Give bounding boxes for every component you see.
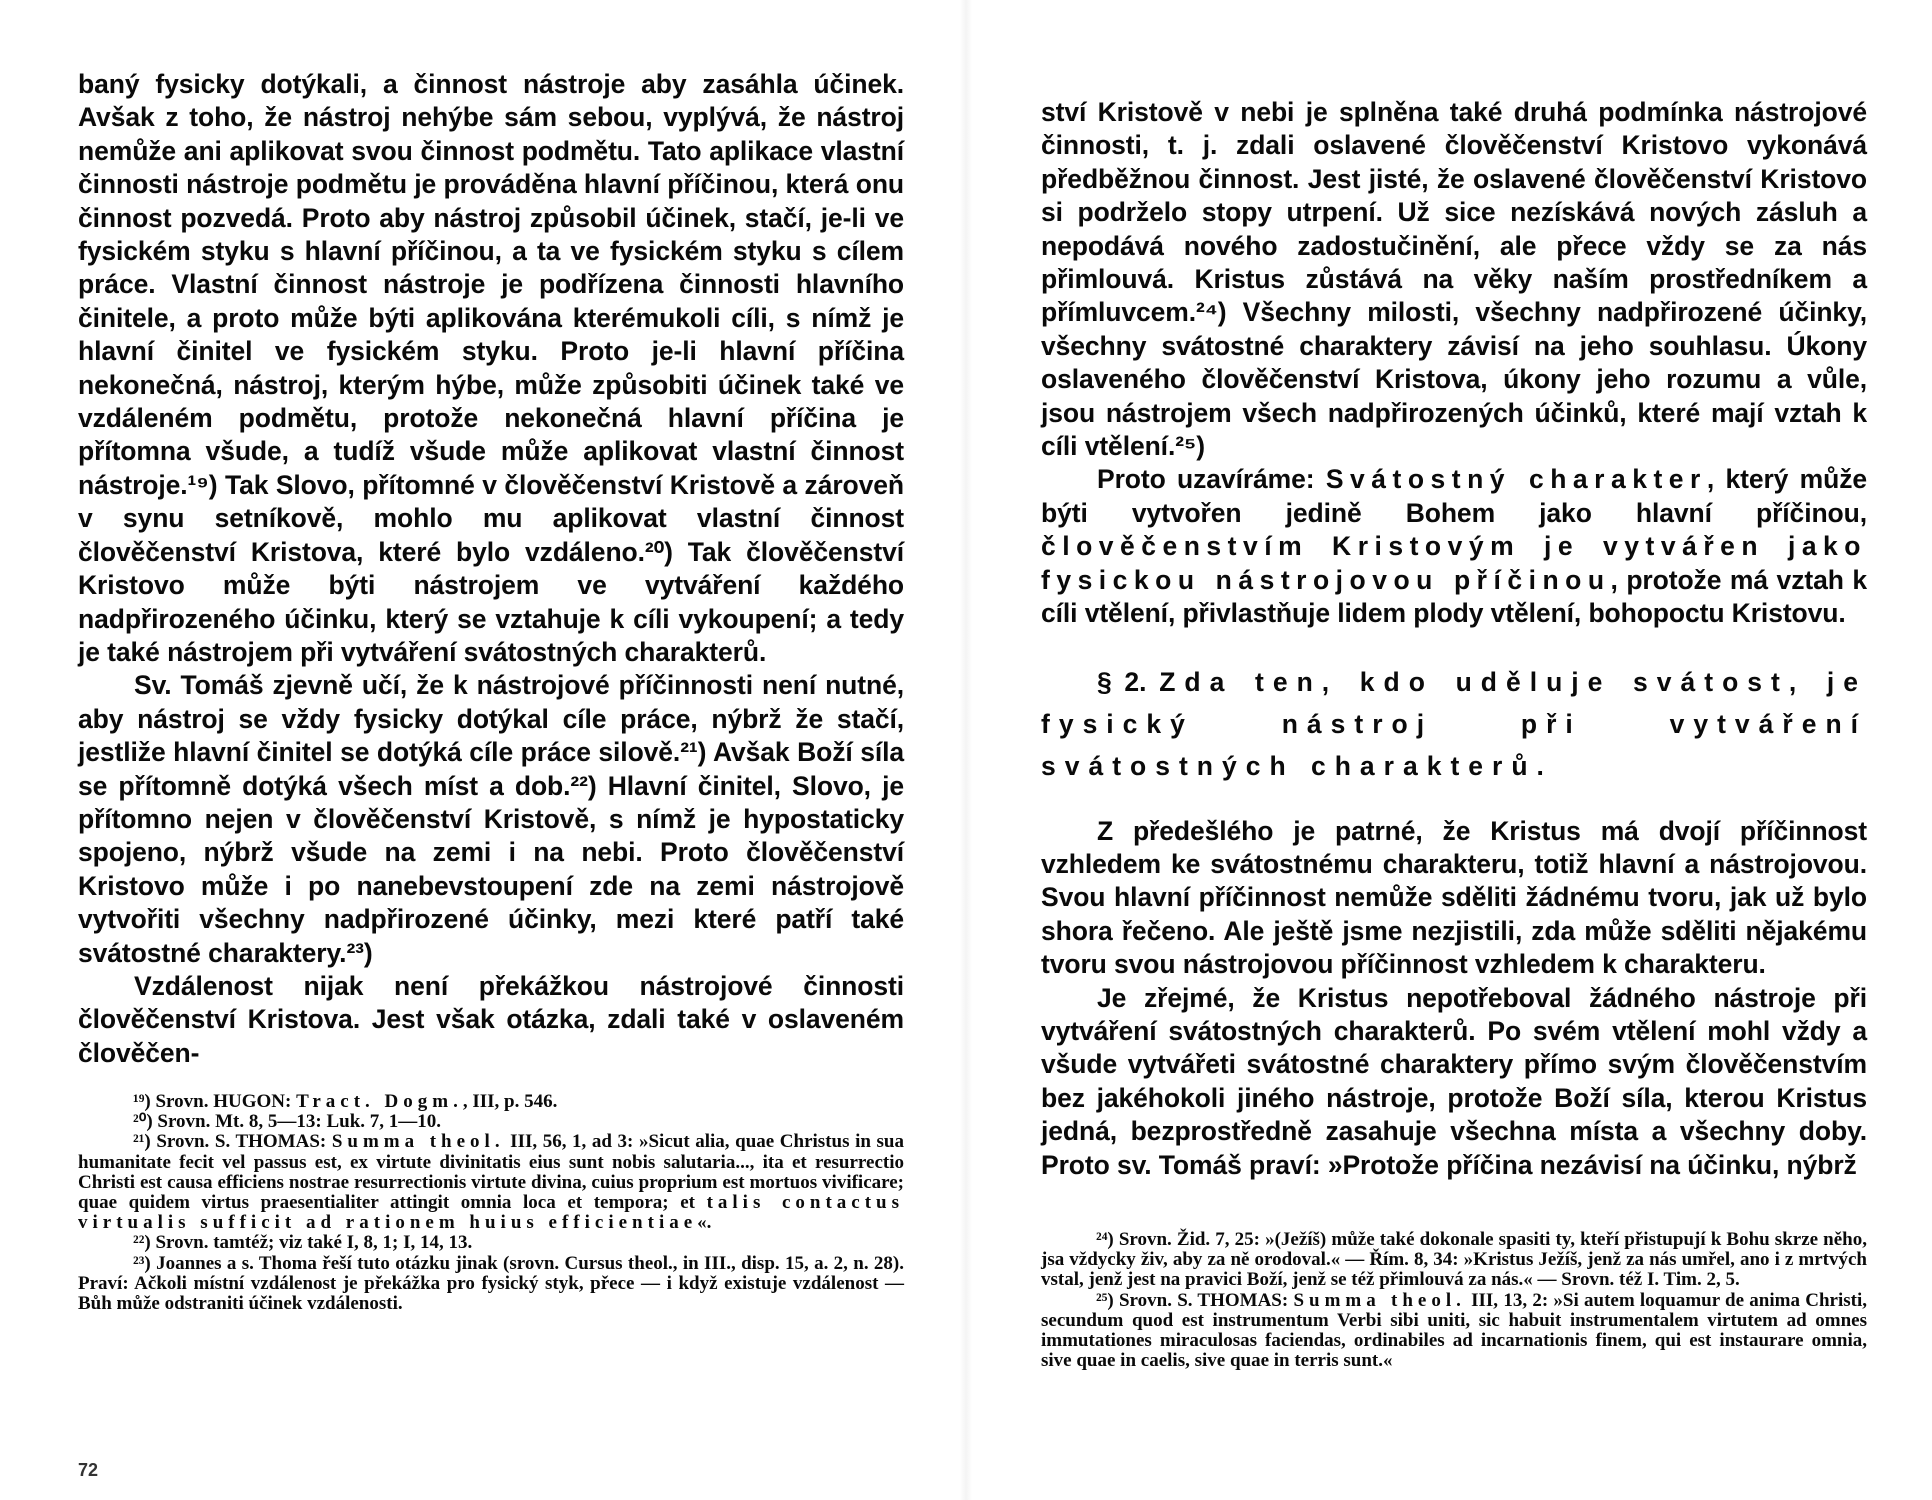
section-heading: § 2. Zda ten, kdo uděluje svátost, je fysický nástroj při vytváření svátostných charakterů. [1041,666,1867,781]
footnote-24: ²⁴) Srovn. Žid. 7, 25: »(Ježíš) může také dokonale spasiti ty, kteří přistupují k Bohu skrze něho, jsa vždycky živ, aby za ně orodoval.« — Řím. 8, 34: »Kristus Ježíš, jenž za nás umřel, ano i z mrtvých vstal, jenž jest na pravici Boží, jenž se též přimlouvá za nás.« — Srovn. též I. Tim. 2, 5. [1041,1229,1867,1291]
paragraph: Vzdálenost nijak není překážkou nástrojové činnosti člověčenství Kristova. Jest však otázka, zdali také v oslaveném člověčen- [78,970,904,1068]
paragraph: Sv. Tomáš zjevně učí, že k nástrojové příčinnosti není nutné, aby nástroj se vždy fysicky dotýkal cíle práce, nýbrž že stačí, jestliže hlavní činitel se dotýká cíle práce silově.²¹) Avšak Boží síla se přítomně dotýká všech míst a dob.²²) Hlavní činitel, Slovo, je přítomno nejen v člověčenství Kristově, s nímž je hypostaticky spojeno, nýbrž všude na zemi i na nebi. Proto člověčenství Kristovo může i po nanebevstoupení zde na zemi nástrojově vytvořiti všechny nadpřirozené účinky, mezi které patří také svátostné charaktery.²³) [78,670,904,968]
footnote-25: ²⁵) Srovn. S. THOMAS: Summa theol. III, 13, 2: »Si autem loquamur de anima Christi, secundum quod est instrumentum Verbi sibi uniti, sic habuit instrumentalem virtutem ad omnes immutationes miraculosas faciendas, ordinabiles ad incarnationis finem, qui est instaurare omnia, sive quae in caelis, sive quae in terris sunt.« [1041,1289,1867,1372]
left-footnotes [78,1092,904,1314]
left-body-text [78,68,904,1070]
paragraph: Z předešlého je patrné, že Kristus má dvojí příčinnost vzhledem ke svátostnému charakteru, totiž hlavní a nástrojovou. Svou hlavní příčinnost nemůže sděliti žádnému tvoru, jak už bylo shora řečeno. Ale ještě jsme nezjistili, zda může sděliti nějakému tvoru svou nástrojovou příčinnost vzhledem k charakteru. [1041,815,1867,980]
right-body-text [1041,96,1867,1182]
right-footnotes [1041,1230,1867,1371]
footnote-19: ¹⁹) Srovn. HUGON: Tract. Dogm., III, p. 546. [133,1091,558,1112]
paragraph: ství Kristově v nebi je splněna také druhá podmínka nástrojové činnosti, t. j. zdali oslavené člověčenství Kristovo vykonává předběžnou činnost. Jest jisté, že oslavené člověčenství Kristovo si podrželo stopy utrpení. Už sice nezískává nových zásluh a nepodává nového zadostučinění, ale přece vždy se za nás přimlouvá. Kristus zůstává na věky naším prostředníkem a přímluvcem.²⁴) Všechny milosti, všechny nadpřirozené účinky, všechny svátostné charaktery závisí na jeho souhlasu. Úkony oslaveného člověčenství Kristova, úkony jeho rozumu a vůle, jsou nástrojem všech nadpřirozených účinků, které mají vztah k cíli vtělení.²⁵) [1041,97,1867,462]
conclusion-paragraph: Proto uzavíráme: Svátostný charakter, který může býti vytvořen jedině Bohem jako hlavní příčinou, člověčenstvím Kristovým je vytvářen jako fysickou nástrojovou příčinou, protože má vztah k cíli vtělení, přivlastňuje lidem plody vtělení, bohopoctu Kristovu. [1041,464,1868,629]
footnote-21: ²¹) Srovn. S. THOMAS: Summa theol. III, 56, 1, ad 3: »Sicut alia, quae Christus in sua humanitate fecit vel passus est, ex virtute divinitatis eius sunt nobis salutaria..., ita et resurrectio Christi est causa efficiens nostrae resurrectionis virtute divina, cuius proprium est mortuos vivificare; quae quidem virtus praesentialiter attingit omnia loca et tempora; et talis contactus virtualis sufficit ad rationem huius efficientiae«. [78,1131,905,1234]
footnote-23: ²³) Joannes a s. Thoma řeší tuto otázku jinak (srovn. Cursus theol., in III., disp. 15, a. 2, n. 28). Praví: Ačkoli místní vzdálenost je překážka pro fysický styk, přece — i když existuje vzdálenost — Bůh může odstraniti účinek vzdálenosti. [78,1252,904,1315]
page-number: 72 [78,1460,99,1480]
paragraph: Je zřejmé, že Kristus nepotřeboval žádného nástroje při vytváření svátostných charakterů. Po svém vtělení mohl vždy a všude vytvářeti svátostné charaktery přímo svým člověčenstvím bez jakéhokoli jiného nástroje, protože Boží síla, kterou Kristus jedná, bezprostředně zasahuje všechna místa a všechny doby. Proto sv. Tomáš praví: »Protože příčina nezávisí na účinku, nýbrž [1041,982,1867,1180]
paragraph: baný fysicky dotýkali, a činnost nástroje aby zasáhla účinek. Avšak z toho, že nástroj nehýbe sám sebou, vyplývá, že nástroj nemůže ani aplikovat svou činnost podmětu. Tato aplikace vlastní činnosti nástroje podmětu je prováděna hlavní příčinou, která onu činnost pozvedá. Proto aby nástroj způsobil účinek, stačí, je-li ve fysickém styku s hlavní příčinou, a ta ve fysickém styku s cílem práce. Vlastní činnost nástroje je podřízena činnosti hlavního činitele, a proto může býti aplikována kterémukoli cíli, s nímž je hlavní činitel ve fysickém styku. Proto je-li hlavní příčina nekonečná, nástroj, kterým hýbe, může způsobiti účinek také ve vzdáleném podmětu, protože nekonečná hlavní příčina je přítomna všude, a tudíž všude může aplikovat vlastní činnost nástroje.¹⁹) Tak Slovo, přítomné v člověčenství Kristově a zároveň v synu setníkově, mohlo mu aplikovat vlastní činnost člověčenství Kristova, které bylo vzdáleno.²⁰) Tak člověčenství Kristovo může býti nástrojem ve vytváření každého nadpřirozeného účinku, který se vztahuje k cíli vykoupení; a tedy je také nástrojem při vytváření svátostných charakterů. [78,69,904,667]
footnote-20: ²⁰) Srovn. Mt. 8, 5—13: Luk. 7, 1—10. [133,1111,442,1133]
footnote-22: ²²) Srovn. tamtéž; viz také I, 8, 1; I, 14, 13. [133,1232,473,1254]
right-page [966,0,1932,1500]
